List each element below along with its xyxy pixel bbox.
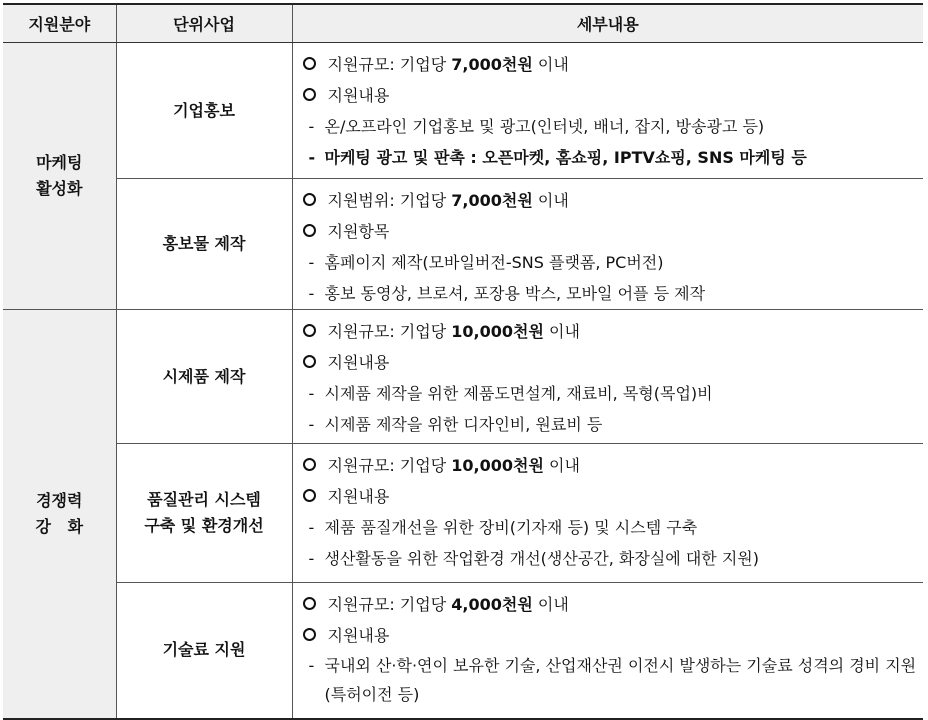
unit-cell: 홍보물 제작: [116, 179, 292, 310]
support-scale-line: 지원규모: 기업당 7,000천원 이내: [303, 49, 920, 80]
sub-item: - 시제품 제작을 위한 디자인비, 원료비 등: [308, 415, 603, 434]
circle-bullet-icon: [303, 224, 316, 237]
header-row: [3, 4, 923, 43]
detail-cell: [292, 179, 923, 310]
table-row: [3, 444, 923, 583]
support-scale-line: 지원범위: 기업당 7,000천원 이내: [303, 185, 920, 216]
circle-bullet-icon: [303, 458, 316, 471]
detail-cell: [292, 310, 923, 444]
area-cell-marketing: 마케팅 활성화: [3, 43, 116, 310]
circle-bullet-icon: [303, 193, 316, 206]
table-row: [3, 43, 923, 179]
sub-item: - 홈페이지 제작(모바일버전-SNS 플랫폼, PC버전): [308, 253, 664, 272]
sub-item: - 온/오프라인 기업홍보 및 광고(인터넷, 배너, 잡지, 방송광고 등): [308, 117, 765, 136]
sub-item: - 생산활동을 위한 작업환경 개선(생산공간, 화장실에 대한 지원): [308, 549, 759, 568]
circle-bullet-icon: [303, 324, 316, 337]
circle-bullet-icon: [303, 489, 316, 502]
detail-cell: [292, 444, 923, 583]
unit-cell: 시제품 제작: [116, 310, 292, 444]
circle-bullet-icon: [303, 57, 316, 70]
support-content-line: 지원내용: [303, 620, 920, 651]
detail-cell: [292, 583, 923, 719]
unit-cell: 품질관리 시스템 구축 및 환경개선: [116, 444, 292, 583]
circle-bullet-icon: [303, 355, 316, 368]
unit-cell: 기술료 지원: [116, 583, 292, 719]
header-area: 지원분야: [3, 4, 116, 43]
table-row: [3, 179, 923, 310]
support-content-line: 지원내용: [303, 347, 920, 378]
detail-cell: [292, 43, 923, 179]
sub-item: - 시제품 제작을 위한 제품도면설계, 재료비, 목형(목업)비: [308, 384, 713, 403]
header-detail: 세부내용: [292, 4, 923, 43]
support-content-line: 지원내용: [303, 481, 920, 512]
sub-item: - 홍보 동영상, 브로셔, 포장용 박스, 모바일 어플 등 제작: [308, 284, 706, 303]
unit-cell: 기업홍보: [116, 43, 292, 179]
support-scale-line: 지원규모: 기업당 4,000천원 이내: [303, 589, 920, 620]
support-content-line: 지원항목: [303, 216, 920, 247]
table-row: [3, 583, 923, 719]
header-unit: 단위사업: [116, 4, 292, 43]
support-content-line: 지원내용: [303, 80, 920, 111]
circle-bullet-icon: [303, 628, 316, 641]
circle-bullet-icon: [303, 597, 316, 610]
sub-item: - 마케팅 광고 및 판촉 : 오픈마켓, 홈쇼핑, IPTV쇼핑, SNS 마케팅 등: [308, 148, 807, 167]
support-scale-line: 지원규모: 기업당 10,000천원 이내: [303, 316, 920, 347]
sub-item: - 제품 품질개선을 위한 장비(기자재 등) 및 시스템 구축: [308, 518, 698, 537]
table-row: [3, 310, 923, 444]
support-program-table: [3, 3, 923, 720]
support-scale-line: 지원규모: 기업당 10,000천원 이내: [303, 450, 920, 481]
circle-bullet-icon: [303, 88, 316, 101]
area-cell-competitiveness: 경쟁력 강 화: [3, 310, 116, 719]
sub-item: - 국내외 산·학·연이 보유한 기술, 산업재산권 이전시 발생하는 기술료 성격의 경비 지원(특허이전 등): [308, 656, 917, 704]
